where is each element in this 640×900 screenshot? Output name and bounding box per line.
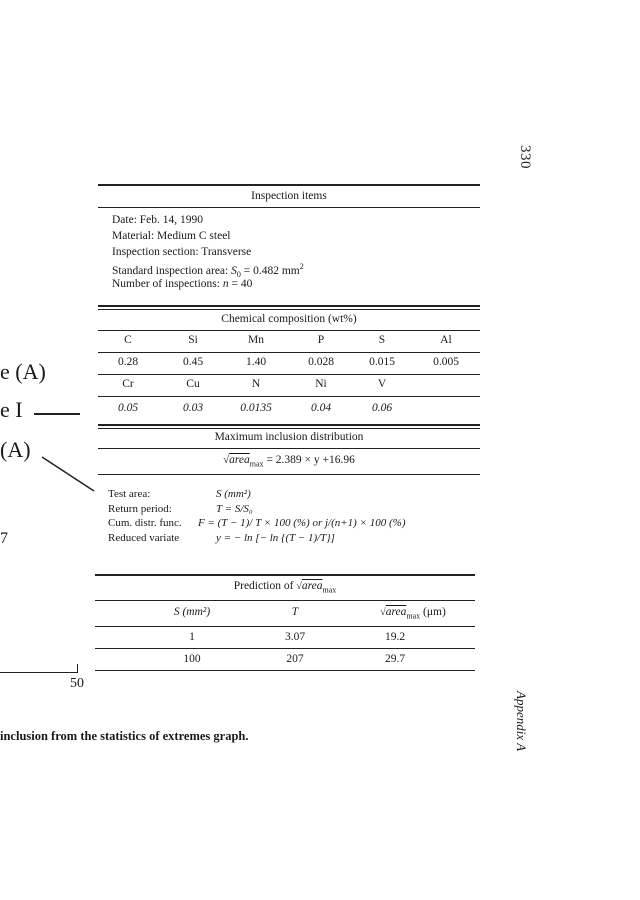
inspection-line-count: Number of inspections: n = 40 bbox=[112, 278, 253, 290]
figure-fragment-label-1: e (A) bbox=[0, 359, 46, 384]
inspection-line-area: Standard inspection area: $S_0 = 0.482$ $mm^2$ bbox=[112, 262, 304, 280]
prediction-title-sub: max bbox=[322, 585, 337, 595]
equation-rhs: = 2.389 × y +16.96 bbox=[263, 454, 355, 466]
prediction-cell: 29.7 bbox=[384, 653, 406, 665]
prediction-cell: 3.07 bbox=[284, 631, 306, 643]
figure-fragment-label-2: e I bbox=[0, 397, 23, 422]
inspection-line-material: Material: Medium C steel bbox=[112, 230, 231, 242]
chemical-title-rule bbox=[98, 330, 480, 331]
definition-test-area bbox=[108, 488, 488, 503]
inspection-area-label: Standard inspection area: bbox=[112, 264, 232, 277]
chem-header-p: P bbox=[317, 334, 325, 346]
figure-fragment-number: 7 bbox=[0, 530, 8, 547]
definition-return-period bbox=[108, 503, 488, 518]
definition-value: T = S/S₀ bbox=[216, 502, 253, 515]
prediction-cell: 100 bbox=[183, 653, 201, 665]
prediction-header-area-sub: max bbox=[406, 611, 421, 621]
equation-area: area bbox=[229, 454, 250, 466]
definition-value: S (mm²) bbox=[216, 488, 251, 500]
chemical-top-rule bbox=[98, 305, 480, 307]
chemical-row-2-rule bbox=[98, 396, 480, 397]
distribution-equation: √area$_{max}$ = 2.389 × y +16.96 bbox=[223, 454, 355, 469]
distribution-top-rule bbox=[98, 424, 480, 426]
running-head: Appendix A bbox=[514, 691, 529, 752]
inspection-title: Inspection items bbox=[251, 190, 327, 202]
inspection-line-section: Inspection section: Transverse bbox=[112, 246, 252, 258]
inspection-count-label: Number of inspections: bbox=[112, 278, 223, 290]
prediction-top-rule bbox=[95, 574, 475, 576]
prediction-title-sym: area bbox=[301, 580, 323, 592]
definition-cum-distr bbox=[108, 517, 488, 532]
chem-header-ni: Ni bbox=[315, 378, 327, 390]
chem-header-al: Al bbox=[440, 334, 452, 346]
prediction-row-1-rule bbox=[95, 648, 475, 649]
inspection-details bbox=[112, 214, 472, 294]
chem-value-n: 0.0135 bbox=[240, 402, 272, 414]
chem-value-v: 0.06 bbox=[371, 402, 393, 414]
figure-fragment-axis bbox=[0, 672, 78, 673]
chem-header-c: C bbox=[124, 334, 132, 346]
chem-value-mn: 1.40 bbox=[245, 356, 267, 368]
chem-header-cu: Cu bbox=[186, 378, 200, 390]
prediction-cell: 1 bbox=[189, 631, 195, 643]
chem-value-p: 0.028 bbox=[308, 356, 334, 368]
equation-max: max bbox=[249, 459, 264, 469]
prediction-cell: 207 bbox=[286, 653, 304, 665]
definitions-block bbox=[108, 488, 488, 546]
chem-header-mn: Mn bbox=[248, 334, 264, 346]
prediction-title-rule bbox=[95, 600, 475, 601]
chem-header-cr: Cr bbox=[122, 378, 134, 390]
prediction-title-prefix: Prediction of bbox=[233, 580, 297, 592]
chemical-title: Chemical composition (wt%) bbox=[221, 313, 357, 325]
inspection-line-date: Date: Feb. 14, 1990 bbox=[112, 214, 204, 226]
table-top-rule bbox=[98, 184, 480, 186]
figure-fragment-pointer bbox=[40, 455, 100, 495]
definition-value: y = − ln [− ln {(T − 1)/T}] bbox=[216, 531, 335, 544]
definition-label: Return period: bbox=[108, 502, 172, 515]
prediction-header-area-unit: (μm) bbox=[423, 606, 446, 618]
inspection-area-value: = 0.482 mm bbox=[240, 264, 300, 277]
chem-header-s: S bbox=[378, 334, 386, 346]
chem-value-cr: 0.05 bbox=[117, 402, 139, 414]
chem-value-al: 0.005 bbox=[433, 356, 459, 368]
chemical-top-rule-2 bbox=[98, 309, 480, 310]
prediction-header-t: T bbox=[291, 606, 299, 618]
chem-header-si: Si bbox=[188, 334, 198, 346]
chem-value-c: 0.28 bbox=[117, 356, 139, 368]
definition-label: Reduced variate bbox=[108, 531, 180, 544]
prediction-header-s: S (mm²) bbox=[173, 606, 211, 618]
prediction-header-area-sym: area bbox=[385, 606, 407, 618]
chem-header-v: V bbox=[377, 378, 387, 390]
prediction-bottom-rule bbox=[95, 670, 475, 671]
chem-value-cu: 0.03 bbox=[182, 402, 204, 414]
distribution-equation-rule bbox=[98, 474, 480, 475]
chemical-row-1-bottom-rule bbox=[98, 374, 480, 375]
chem-header-n: N bbox=[251, 378, 261, 390]
chemical-row-1-rule bbox=[98, 352, 480, 353]
chem-value-si: 0.45 bbox=[182, 356, 204, 368]
page-number: 330 bbox=[517, 145, 533, 169]
distribution-title: Maximum inclusion distribution bbox=[214, 431, 364, 443]
figure-fragment-tick bbox=[77, 664, 78, 673]
definition-value: F = (T − 1)/ T × 100 (%) or j/(n+1) × 100 (%) bbox=[198, 517, 406, 529]
prediction-header-area: √area$_{max}$ (μm) bbox=[380, 606, 446, 621]
chem-value-s: 0.015 bbox=[369, 356, 395, 368]
definition-reduced-variate bbox=[108, 532, 488, 547]
inspection-title-rule bbox=[98, 207, 480, 208]
figure-fragment-label-3: (A) bbox=[0, 437, 31, 462]
distribution-title-rule bbox=[98, 448, 480, 449]
chem-value-ni: 0.04 bbox=[310, 402, 332, 414]
figure-caption-fragment: inclusion from the statistics of extremes graph. bbox=[0, 729, 249, 743]
figure-fragment-tick-label: 50 bbox=[70, 676, 84, 691]
prediction-title: Prediction of √area$_{max}$ bbox=[233, 580, 337, 595]
definition-label: Test area: bbox=[108, 488, 151, 500]
figure-fragment-dash bbox=[34, 413, 80, 415]
prediction-cell: 19.2 bbox=[384, 631, 406, 643]
inspection-count-value: = 40 bbox=[228, 278, 253, 290]
prediction-header-rule bbox=[95, 626, 475, 627]
definition-label: Cum. distr. func. bbox=[108, 517, 182, 529]
distribution-top-rule-2 bbox=[98, 428, 480, 429]
